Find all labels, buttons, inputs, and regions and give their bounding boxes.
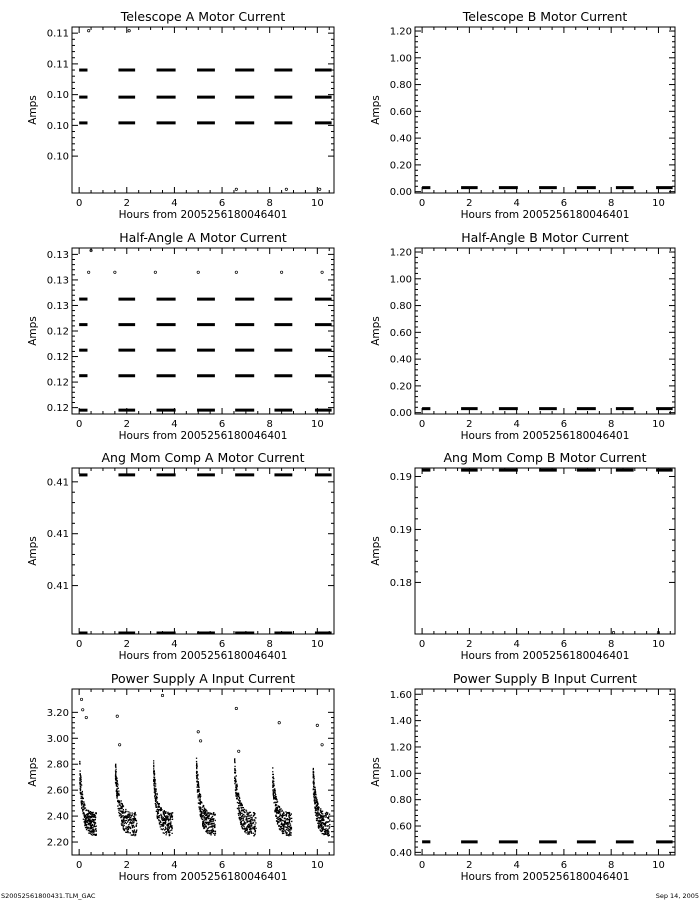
data-point	[235, 707, 237, 709]
y-tick-label: 2.80	[46, 759, 69, 771]
x-tick-label: 6	[560, 419, 568, 430]
y-tick-label: 0.12	[46, 326, 69, 338]
data-point	[199, 740, 201, 742]
data-point	[85, 716, 87, 718]
x-tick-label: 10	[652, 419, 665, 430]
y-tick-label: 0.40	[389, 847, 412, 859]
x-axis-label: Hours from 2005256180046401	[460, 871, 630, 883]
plot-frame	[415, 248, 675, 414]
chart-panel	[370, 671, 675, 883]
data-point	[161, 694, 163, 696]
x-tick-label: 10	[310, 198, 324, 209]
chart-title: Half-Angle A Motor Current	[119, 230, 287, 245]
x-tick-label: 4	[513, 419, 520, 430]
data-point-cluster	[234, 758, 257, 836]
data-point	[116, 715, 118, 717]
y-tick-label: 0.80	[389, 301, 412, 313]
x-tick-label: 8	[266, 639, 273, 650]
x-tick-label: 0	[418, 198, 426, 209]
data-point	[278, 722, 280, 724]
y-tick-label: 0.00	[389, 187, 412, 199]
x-tick-label: 6	[560, 639, 568, 650]
x-tick-label: 4	[171, 639, 178, 650]
x-tick-label: 0	[418, 639, 426, 650]
x-tick-label: 10	[310, 419, 324, 430]
x-tick-label: 8	[607, 639, 615, 650]
y-tick-label: 2.20	[46, 837, 69, 849]
y-tick-label: 0.19	[389, 524, 412, 536]
y-tick-label: 0.13	[46, 275, 69, 287]
y-tick-label: 1.20	[389, 247, 412, 259]
data-marks	[79, 29, 331, 190]
chart-panel	[27, 450, 334, 662]
y-tick-label: 1.00	[389, 53, 412, 65]
x-tick-label: 4	[171, 419, 178, 430]
y-tick-label: 0.20	[389, 160, 412, 172]
x-tick-label: 0	[75, 198, 83, 209]
x-tick-label: 0	[418, 419, 426, 430]
x-tick-label: 10	[652, 860, 665, 871]
y-tick-label: 1.60	[389, 689, 412, 701]
data-point	[321, 744, 323, 746]
plot-frame	[415, 468, 675, 634]
chart-panel	[370, 450, 675, 662]
y-tick-label: 0.19	[389, 471, 412, 483]
x-tick-label: 2	[123, 419, 130, 430]
chart-title: Ang Mom Comp A Motor Current	[101, 450, 305, 465]
data-point	[612, 631, 614, 633]
y-tick-label: 0.10	[46, 120, 69, 132]
x-tick-label: 10	[652, 198, 665, 209]
data-point-cluster	[196, 758, 216, 836]
x-tick-label: 6	[218, 639, 226, 650]
chart-panel	[27, 9, 334, 221]
plot-frame	[72, 468, 334, 634]
x-axis-label: Hours from 2005256180046401	[460, 430, 630, 442]
x-tick-label: 8	[266, 860, 273, 871]
plot-frame	[72, 27, 334, 193]
y-tick-label: 0.12	[46, 403, 69, 415]
y-tick-label: 0.20	[389, 381, 412, 393]
y-axis-label: Amps	[370, 536, 382, 566]
y-tick-label: 0.41	[46, 581, 69, 593]
x-axis-label: Hours from 2005256180046401	[460, 650, 630, 662]
y-tick-label: 0.11	[46, 59, 69, 71]
data-point-cluster	[79, 761, 97, 836]
x-tick-label: 8	[607, 198, 615, 209]
x-tick-label: 4	[171, 198, 178, 209]
chart-title: Telescope B Motor Current	[462, 9, 628, 24]
chart-title: Half-Angle B Motor Current	[461, 230, 629, 245]
x-tick-label: 4	[513, 639, 520, 650]
x-tick-label: 8	[266, 198, 273, 209]
y-tick-label: 1.00	[389, 768, 412, 780]
data-point	[235, 188, 237, 190]
data-point	[87, 29, 89, 31]
x-axis-label: Hours from 2005256180046401	[118, 430, 288, 442]
x-tick-label: 10	[310, 860, 324, 871]
y-tick-label: 0.41	[46, 529, 69, 541]
x-tick-label: 6	[218, 198, 226, 209]
chart-title: Power Supply B Input Current	[452, 671, 638, 686]
y-axis-label: Amps	[27, 536, 39, 566]
y-tick-label: 1.00	[389, 274, 412, 286]
data-point	[280, 271, 282, 273]
data-point-cluster	[272, 767, 292, 836]
plot-frame	[415, 689, 675, 855]
data-marks	[79, 249, 331, 410]
data-point	[319, 188, 321, 190]
data-point	[197, 731, 199, 733]
x-tick-label: 6	[560, 198, 568, 209]
x-tick-label: 0	[75, 419, 83, 430]
y-tick-label: 0.41	[46, 477, 69, 489]
x-tick-label: 2	[466, 419, 473, 430]
x-tick-label: 0	[75, 860, 83, 871]
y-axis-label: Amps	[27, 95, 39, 125]
y-axis-label: Amps	[27, 316, 39, 346]
x-tick-label: 4	[171, 860, 178, 871]
footer-filename: S20052561800431.TLM_GAC	[1, 892, 96, 900]
x-tick-label: 2	[466, 860, 473, 871]
y-tick-label: 0.80	[389, 795, 412, 807]
y-tick-label: 0.12	[46, 352, 69, 364]
data-point	[82, 709, 84, 711]
x-axis-label: Hours from 2005256180046401	[118, 650, 288, 662]
x-tick-label: 10	[310, 639, 324, 650]
data-point-cluster	[313, 768, 331, 837]
data-point	[87, 271, 89, 273]
x-tick-label: 2	[123, 198, 130, 209]
plot-frame	[72, 248, 334, 414]
data-point	[285, 188, 287, 190]
y-tick-label: 3.00	[46, 733, 69, 745]
x-tick-label: 0	[75, 639, 83, 650]
y-tick-label: 2.60	[46, 785, 69, 797]
y-axis-label: Amps	[370, 757, 382, 787]
y-tick-label: 3.20	[46, 707, 69, 719]
x-tick-label: 2	[123, 860, 130, 871]
x-axis-label: Hours from 2005256180046401	[118, 209, 288, 221]
y-tick-label: 2.40	[46, 811, 69, 823]
data-point	[128, 29, 130, 31]
y-tick-label: 0.13	[46, 300, 69, 312]
plot-frame	[415, 27, 675, 193]
y-axis-label: Amps	[370, 95, 382, 125]
data-point-cluster	[153, 760, 173, 836]
x-tick-label: 2	[123, 639, 130, 650]
x-tick-label: 0	[418, 860, 426, 871]
data-point	[238, 750, 240, 752]
y-axis-label: Amps	[370, 316, 382, 346]
data-point	[235, 271, 237, 273]
chart-title: Power Supply A Input Current	[110, 671, 296, 686]
chart-title: Telescope A Motor Current	[120, 9, 286, 24]
y-tick-label: 0.60	[389, 821, 412, 833]
y-tick-label: 1.20	[389, 742, 412, 754]
y-tick-label: 0.11	[46, 28, 69, 40]
chart-title: Ang Mom Comp B Motor Current	[443, 450, 647, 465]
y-tick-label: 1.40	[389, 716, 412, 728]
chart-panel	[370, 230, 675, 442]
y-tick-label: 0.60	[389, 106, 412, 118]
chart-panel	[27, 230, 334, 442]
x-tick-label: 8	[607, 419, 615, 430]
y-tick-label: 0.10	[46, 90, 69, 102]
y-tick-label: 0.00	[389, 408, 412, 420]
plot-frame	[72, 689, 334, 855]
x-tick-label: 4	[513, 860, 520, 871]
data-point	[197, 271, 199, 273]
x-axis-label: Hours from 2005256180046401	[118, 871, 288, 883]
y-tick-label: 0.40	[389, 133, 412, 145]
data-marks	[422, 470, 673, 634]
y-tick-label: 0.10	[46, 151, 69, 163]
data-point	[316, 724, 318, 726]
y-tick-label: 0.12	[46, 377, 69, 389]
y-axis-label: Amps	[27, 757, 39, 787]
y-tick-label: 0.18	[389, 577, 412, 589]
x-axis-label: Hours from 2005256180046401	[460, 209, 630, 221]
x-tick-label: 8	[607, 860, 615, 871]
plot-grid	[27, 9, 675, 883]
data-point	[114, 271, 116, 273]
chart-panel	[27, 671, 334, 883]
footer-date: Sep 14, 2005	[655, 892, 699, 900]
y-tick-label: 0.60	[389, 327, 412, 339]
data-point	[80, 698, 82, 700]
x-tick-label: 6	[218, 419, 226, 430]
x-tick-label: 6	[218, 860, 226, 871]
x-tick-label: 6	[560, 860, 568, 871]
data-point	[154, 271, 156, 273]
x-tick-label: 10	[652, 639, 665, 650]
x-tick-label: 2	[466, 639, 473, 650]
data-point-cluster	[115, 764, 138, 837]
y-tick-label: 0.80	[389, 80, 412, 92]
chart-panel	[370, 9, 675, 221]
y-tick-label: 0.40	[389, 354, 412, 366]
data-point	[118, 744, 120, 746]
x-tick-label: 4	[513, 198, 520, 209]
y-tick-label: 1.20	[389, 26, 412, 38]
x-tick-label: 8	[266, 419, 273, 430]
y-tick-label: 0.13	[46, 249, 69, 261]
data-marks	[79, 475, 331, 633]
data-marks	[79, 694, 330, 836]
x-tick-label: 2	[466, 198, 473, 209]
data-point	[321, 271, 323, 273]
